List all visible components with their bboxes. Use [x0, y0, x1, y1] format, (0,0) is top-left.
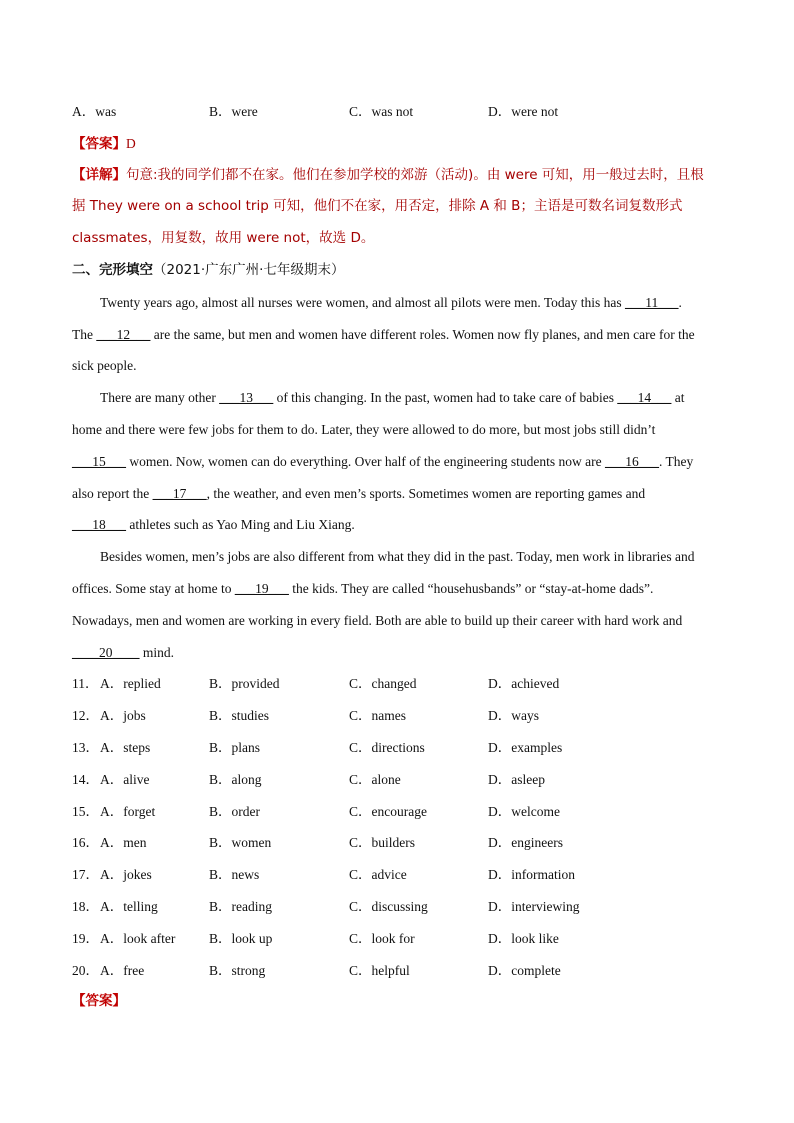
option-b: B．plans — [209, 739, 261, 755]
passage-text: at — [671, 390, 685, 406]
option-d: D．welcome — [488, 803, 560, 819]
option-a: A．free — [100, 962, 145, 978]
option-b: B．reading — [209, 898, 272, 914]
blank-14: ___14___ — [617, 390, 672, 406]
option-c: C．alone — [349, 771, 401, 787]
option-b: B．news — [209, 867, 260, 883]
question-row — [72, 891, 722, 923]
passage-text: the kids. They are called “househusbands” or “stay-at-home dads”. — [288, 580, 654, 596]
option-b: B．were — [209, 104, 258, 119]
question-number: 16． — [72, 835, 99, 851]
question-list — [72, 668, 722, 986]
passage-line-8 — [72, 509, 722, 541]
option-c: C．directions — [349, 739, 425, 755]
prev-explain-line-3: classmates，用复数，故用 were not，故选 D。 — [72, 230, 375, 247]
option-a: A．jokes — [100, 867, 152, 883]
answer-label: 【答案】 — [72, 993, 126, 1010]
option-a: A．steps — [100, 739, 151, 755]
passage-line-1 — [72, 287, 722, 319]
passage-text: mind. — [139, 644, 175, 660]
passage-text: Twenty years ago, almost all nurses were women, and almost all pilots were men. Today this has — [100, 294, 625, 310]
passage-text: . — [678, 294, 682, 310]
passage-text: offices. Some stay at home to — [72, 580, 235, 596]
passage-line-9 — [72, 541, 722, 573]
question-number: 19． — [72, 930, 99, 946]
passage-text: sick people. — [72, 358, 137, 374]
option-a: A．replied — [100, 676, 161, 692]
question-row — [72, 764, 722, 796]
option-a: A．telling — [100, 898, 158, 914]
question-row — [72, 955, 722, 987]
option-b: B．look up — [209, 930, 273, 946]
option-a: A．look after — [100, 930, 176, 946]
option-d: D．complete — [488, 962, 561, 978]
option-c: C．advice — [349, 867, 407, 883]
blank-17: ___17___ — [152, 485, 207, 501]
passage-line-2 — [72, 319, 722, 351]
question-row — [72, 923, 722, 955]
question-number: 15． — [72, 803, 99, 819]
question-number: 18． — [72, 898, 99, 914]
question-number: 11． — [72, 676, 99, 692]
passage-line-11 — [72, 605, 722, 637]
answer-label: 【答案】 — [72, 135, 126, 152]
option-d: D．achieved — [488, 676, 560, 692]
blank-15: ___15___ — [72, 453, 126, 469]
question-row — [72, 668, 722, 700]
blank-11: ___11___ — [625, 294, 679, 310]
answer-value: D — [126, 135, 136, 151]
option-b: B．order — [209, 803, 260, 819]
passage-text: of this changing. In the past, women had to take care of babies — [273, 390, 618, 406]
option-d: D．examples — [488, 739, 563, 755]
passage-text: Besides women, men’s jobs are also different from what they did in the past. Today, men work in libraries and — [100, 549, 695, 565]
passage-line-7 — [72, 478, 722, 510]
option-c: C．builders — [349, 835, 415, 851]
blank-12: ___12___ — [96, 326, 151, 342]
passage-line-4 — [72, 382, 722, 414]
passage-text: Nowadays, men and women are working in every field. Both are able to build up their career with hard work and — [72, 612, 683, 628]
section-heading — [72, 255, 722, 287]
prev-explain-line-1 — [72, 160, 722, 192]
option-b: B．women — [209, 835, 272, 851]
option-d: D．ways — [488, 708, 539, 724]
passage-text: athletes such as Yao Ming and Liu Xiang. — [126, 517, 355, 533]
option-c: C．encourage — [349, 803, 427, 819]
passage-text: women. Now, women can do everything. Over half of the engineering students now are — [126, 453, 605, 469]
option-a: A．forget — [100, 803, 156, 819]
option-d: D．look like — [488, 930, 559, 946]
passage-line-12 — [72, 637, 722, 669]
final-answer — [72, 986, 722, 1018]
passage-line-3 — [72, 350, 722, 382]
prev-answer — [72, 128, 722, 160]
question-number: 14． — [72, 771, 99, 787]
option-b: B．along — [209, 771, 262, 787]
option-c: C．names — [349, 708, 406, 724]
question-number: 17． — [72, 867, 99, 883]
blank-19: ___19___ — [234, 580, 289, 596]
question-number: 20． — [72, 962, 99, 978]
option-c: C．changed — [349, 676, 417, 692]
question-row — [72, 732, 722, 764]
question-number: 13． — [72, 739, 99, 755]
option-b: B．provided — [209, 676, 280, 692]
option-a: A．alive — [100, 771, 150, 787]
passage-text: home and there were few jobs for them to do. Later, they were allowed to do more, but most jobs still didn’t — [72, 421, 656, 437]
option-a: A．jobs — [100, 708, 146, 724]
blank-16: ___16___ — [605, 453, 659, 469]
blank-18: ___18___ — [72, 517, 126, 533]
option-c: C．was not — [349, 104, 414, 119]
blank-20: ____20____ — [72, 644, 140, 660]
option-b: B．studies — [209, 708, 270, 724]
passage-text: , the weather, and even men’s sports. Sometimes women are reporting games and — [206, 485, 646, 501]
question-row — [72, 700, 722, 732]
explain-text-1: 句意:我的同学们都不在家。他们在参加学校的郊游（活动)。由 were 可知，用一般过去时，且根 — [126, 166, 704, 183]
passage-text: The — [72, 326, 97, 342]
question-row — [72, 796, 722, 828]
prev-explain-line-2: 据 They were on a school trip 可知，他们不在家，用否定，排除 A 和 B；主语是可数名词复数形式 — [72, 198, 683, 215]
section-title: 二、完形填空 — [72, 261, 153, 278]
section-source: （2021·广东广州·七年级期末） — [153, 261, 345, 278]
option-c: C．discussing — [349, 898, 428, 914]
prev-question-options — [72, 96, 722, 128]
option-c: C．look for — [349, 930, 415, 946]
question-row — [72, 827, 722, 859]
option-b: B．strong — [209, 962, 266, 978]
option-d: D．information — [488, 867, 575, 883]
option-a: A．was — [72, 104, 117, 119]
option-d: D．engineers — [488, 835, 563, 851]
option-d: D．interviewing — [488, 898, 580, 914]
explain-label: 【详解】 — [72, 166, 126, 183]
passage-line-6 — [72, 446, 722, 478]
question-number: 12． — [72, 708, 99, 724]
option-d: D．asleep — [488, 771, 545, 787]
passage-text: . They — [659, 453, 694, 469]
passage-text: There are many other — [100, 390, 220, 406]
option-d: D．were not — [488, 104, 559, 119]
option-c: C．helpful — [349, 962, 410, 978]
question-row — [72, 859, 722, 891]
passage-line-10 — [72, 573, 722, 605]
document-page — [72, 96, 722, 1018]
passage-line-5 — [72, 414, 722, 446]
blank-13: ___13___ — [219, 390, 274, 406]
passage-text: are the same, but men and women have different roles. Women now fly planes, and men care for the — [150, 326, 695, 342]
option-a: A．men — [100, 835, 147, 851]
passage-text: also report the — [72, 485, 153, 501]
